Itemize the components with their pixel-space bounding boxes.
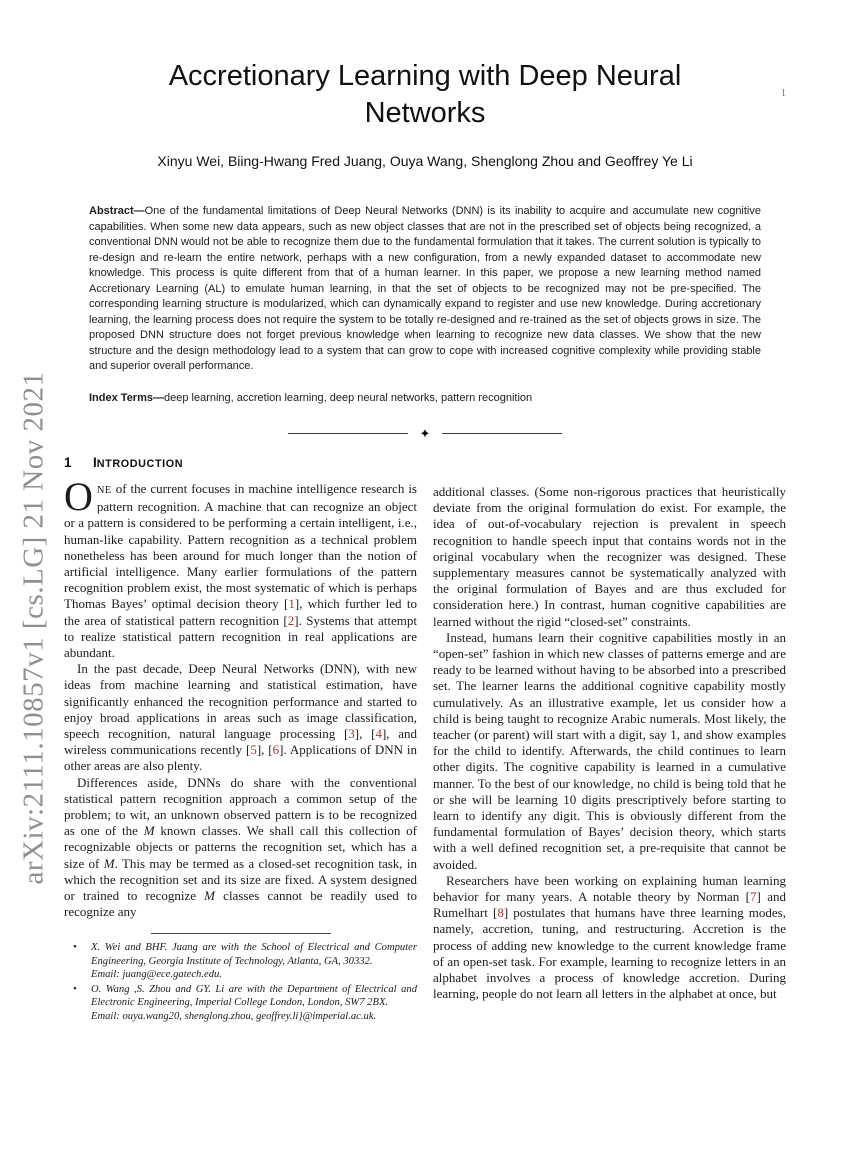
- author-footnotes: [64, 933, 417, 1022]
- diamond-icon: ✦: [419, 426, 431, 441]
- index-terms: [89, 391, 761, 407]
- section-separator: [288, 427, 562, 440]
- bullet-icon: •: [73, 941, 77, 954]
- text-segment: M: [103, 855, 115, 871]
- footnote-item-1: [64, 941, 417, 981]
- right-column: [433, 455, 786, 1024]
- text-segment: O: [64, 474, 93, 519]
- left-column: [64, 455, 417, 1024]
- page-number: 1: [781, 88, 786, 99]
- footnote-email: Email: ouya.wang20, shenglong.zhou, geoffrey.li}@imperial.ac.uk.: [91, 1010, 377, 1022]
- text-segment: NE: [96, 485, 112, 496]
- citation-link[interactable]: 1: [288, 596, 295, 612]
- footnote-item-2: [64, 983, 417, 1023]
- abstract-text: One of the fundamental limitations of Deep Neural Networks (DNN) is its inability to acquire and accumulate new cognitive capabilities. When some new data appears, such as new object classes that are not in the prescribed set of objects being recognized, a conventional DNN would not be able to recognize them due to the fundamental formulation that it takes. The current solution is typically to re-design and re-learn the entire network, perhaps with a new configuration, from a newly expanded dataset to accommodate new knowledge. This process is quite different from that of a human learner. In this paper, we propose a new learning method named Accretionary Learning (AL) to emulate human learning, in that the set of objects to be recognized may not be pre-specified. The corresponding learning structure is modularized, which can dynamically expand to register and use new knowledge. During accretionary learning, the learning process does not require the system to be totally re-designed and re-trained as the set of objects grows in size. The proposed DNN structure does not forget previous knowledge when learning to recognize new data classes. We show that the new structure and the design methodology lead to a system that can grow to cope with increased cognitive complexity while providing stable and superior overall performance.: [89, 205, 761, 372]
- abstract: [89, 204, 761, 375]
- text-segment: , which further led to the area of statistical pattern recognition: [64, 596, 417, 628]
- body-columns: [0, 455, 850, 1024]
- index-terms-text: deep learning, accretion learning, deep neural networks, pattern recognition: [164, 391, 533, 404]
- paragraph-intro-2: In the past decade, Deep Neural Networks (DNN), with new ideas from machine learning and statistical estimation, have significantly enhanced the recognition performance and started to enjoy broad applications in areas such as image classification, speech recognition, natural language processing [3], [4], and wireless communications recently [5], [6]. Applications of DNN in other areas are also plenty.: [64, 661, 418, 774]
- section-number: 1: [64, 455, 72, 470]
- footnote-email: Email: juang@ece.gatech.edu.: [91, 969, 222, 981]
- text-segment: ,: [359, 726, 372, 742]
- text-segment: additional classes. (Some non-rigorous practices that heuristically deviate from the original formulation do exist. For example, the idea of out-of-vocabulary rejection is prevalent in speech recognition to handle speech input that contains words not in the original vocabulary when the recognizer was designed. These supplementary measures cannot be systematically analyzed with the original formulation of Bayes and are thus excluded for consideration here.) In contrast, human cognitive capabilities are learned without the rigid “closed-set” constraints.: [433, 484, 786, 629]
- citation-link[interactable]: 2: [287, 612, 295, 628]
- text-segment: . Applications of DNN in other areas are also plenty.: [64, 742, 418, 774]
- citation-link[interactable]: 5: [250, 742, 257, 758]
- citation-link[interactable]: 7: [750, 889, 757, 905]
- text-segment: M: [204, 888, 216, 904]
- text-segment: , and wireless communications recently: [64, 726, 418, 758]
- text-segment: and Rumelhart: [433, 889, 786, 921]
- text-segment: . Systems that attempt to realize statistical pattern recognition in real applications are abundant.: [64, 612, 417, 661]
- paragraph-intro-1: ONE of the current focuses in machine intelligence research is pattern recognition. A machine that can recognize an object or a pattern is considered to be performing a certain intelligent, i.e., human-like capability. Pattern recognition as a technical problem nonetheless has been around for much longer than the notion of artificial intelligence. Many earlier formulations of the pattern recognition problem exist, the most systematic of which is perhaps Thomas Bayes’ optimal decision theory [1], which further led to the area of statistical pattern recognition [2]. Systems that attempt to realize statistical pattern recognition in real applications are abundant.: [64, 474, 417, 661]
- text-segment: postulates that humans have three learning modes, namely, accretion, tuning, and restructuring. Accretion is the process of adding new knowledge to the current knowledge frame of an open-set task. For example, learning to recognize letters in an alphabet involves a process of knowledge accretion. During learning, people do not learn all letters in the alphabet at once, but: [433, 905, 786, 1002]
- separator-line: [442, 433, 562, 434]
- citation-link[interactable]: 3: [348, 726, 355, 742]
- bullet-icon: •: [73, 982, 77, 995]
- paragraph-intro-3: [64, 775, 417, 921]
- index-terms-label: Index Terms—: [89, 391, 164, 404]
- text-segment: ,: [261, 742, 269, 758]
- text-segment: known classes. We shall call this collection of recognizable objects or patterns the recognition set, which has a size of: [64, 823, 418, 871]
- text-segment: Researchers have been working on explaining human learning behavior for many years. A notable theory by Norman: [433, 872, 786, 905]
- citation-link[interactable]: 8: [497, 905, 504, 921]
- abstract-label: Abstract—: [89, 205, 145, 217]
- text-segment: of the current focuses in machine intelligence research is pattern recognition. A machine that can recognize an object or a pattern is considered to be performing a certain intelligent, i.e., human-like capability. Pattern recognition as a technical problem nonetheless has been around for much longer than the notion of artificial intelligence. Many earlier formulations of the pattern recognition problem exist, the most systematic of which is perhaps Thomas Bayes’ optimal decision theory: [64, 481, 417, 612]
- footnote-text: O. Wang ,S. Zhou and GY. Li are with the Department of Electrical and Electronic Engineering, Imperial College London, London, SW7 2BX.: [91, 983, 417, 1009]
- authors-line: Xinyu Wei, Biing-Hwang Fred Juang, Ouya Wang, Shenglong Zhou and Geoffrey Ye Li: [157, 153, 693, 169]
- text-segment: Differences aside, DNNs do share with the conventional statistical pattern recognition approach a common setup of the problem; to wit, an unknown observed pattern is to be recognized as one of the: [64, 774, 417, 839]
- text-segment: . This may be termed as a closed-set recognition task, in which the recognition set and its size are fixed. A system designed or trained to recognize: [64, 855, 417, 904]
- citation-link[interactable]: 4: [375, 726, 382, 742]
- footnote-rule: [151, 933, 331, 934]
- separator-line: [288, 433, 408, 434]
- paragraph-intro-4: [433, 484, 786, 630]
- section-heading-introduction: 1 INTRODUCTION: [64, 455, 184, 470]
- paragraph-intro-5: [433, 630, 786, 873]
- paper-title: Accretionary Learning with Deep Neural Networks: [168, 60, 682, 129]
- citation-link[interactable]: 6: [272, 742, 280, 758]
- section-title: I: [93, 455, 97, 470]
- text-segment: classes cannot be readily used to recognize any: [64, 888, 417, 920]
- paragraph-intro-6: Researchers have been working on explaining human learning behavior for many years. A notable theory by Norman [7] and Rumelhart [8] postulates that humans have three learning modes, namely, accretion, tuning, and restructuring. Accretion is the process of adding new knowledge to the current knowledge frame of an open-set task. For example, learning to recognize letters in an alphabet involves a process of knowledge accretion. During learning, people do not learn all letters in the alphabet at once, but: [433, 872, 786, 1002]
- text-segment: In the past decade, Deep Neural Networks (DNN), with new ideas from machine learning and statistical estimation, have significantly enhanced the recognition performance and started to enjoy broad applications in areas such as image classification, speech recognition, natural language processing: [64, 661, 417, 742]
- footnote-text: X. Wei and BHF. Juang are with the School of Electrical and Computer Engineering, Georgia Institute of Technology, Atlanta, GA, 30332.: [91, 942, 417, 967]
- text-segment: Instead, humans learn their cognitive capabilities mostly in an “open-set” fashion in which new classes of patterns emerge and are ready to be learned without having to be absorbed into a prescribed set. The learner learns the additional cognitive capability mostly cumulatively. As an illustrative example, let us consider how a child is being taught to recognize Arabic numerals. Most likely, the teacher (or parent) will start with a digit, say 1, and show examples for the child to identify. Afterwards, the child continues to learn other digits. The cognitive capability is learned in a cumulative manner. To the best of our knowledge, no child is being told that he or she will be learning 10 digits prescriptively before starting to learn to identify any digit. This is obviously different from the fundamental formulation of Bayes’ decision theory, which starts with a well defined recognition set, a pre-requisite that cannot be avoided.: [433, 629, 786, 872]
- text-segment: M: [143, 823, 155, 839]
- arxiv-stamp: arXiv:2111.10857v1 [cs.LG] 21 Nov 2021: [17, 371, 50, 885]
